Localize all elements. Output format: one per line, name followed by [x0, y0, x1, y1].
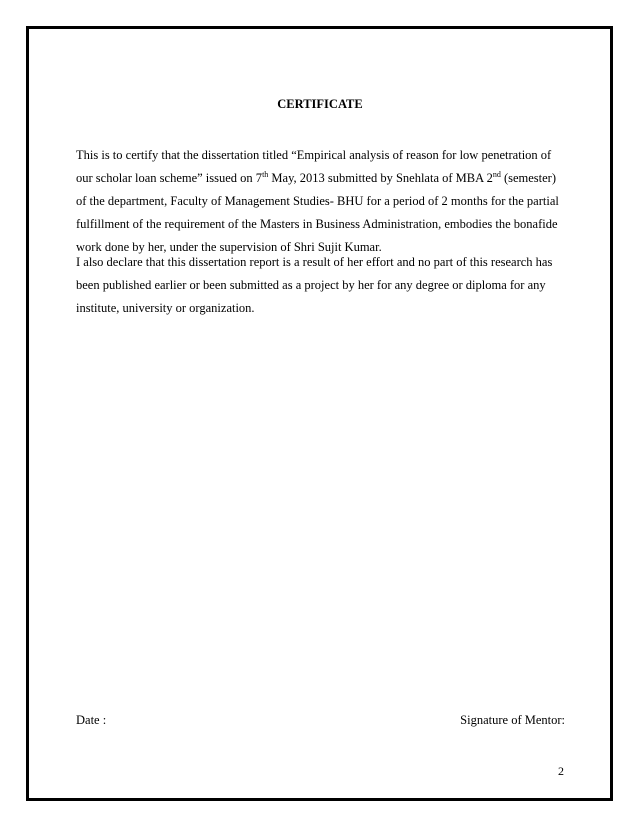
- certificate-title: CERTIFICATE: [277, 97, 363, 111]
- superscript-nd: nd: [492, 169, 501, 179]
- paragraph-line: This is to certify that the dissertation titled “Empirical analysis of reason for low penetration of: [76, 148, 552, 162]
- paragraph-line: of the department, Faculty of Management Studies- BHU for a period of 2 months for the partial: [76, 194, 559, 208]
- certification-paragraph: [76, 144, 571, 259]
- paragraph-line: work done by her, under the supervision of Shri Sujit Kumar.: [76, 240, 382, 254]
- paragraph-line: been published earlier or been submitted as a project by her for any degree or diploma for any: [76, 278, 546, 292]
- page-border: [26, 26, 613, 801]
- superscript-th: th: [262, 169, 269, 179]
- paragraph-line: fulfillment of the requirement of the Masters in Business Administration, embodies the bonafide: [76, 217, 558, 231]
- declaration-paragraph: [76, 251, 571, 320]
- paragraph-line: institute, university or organization.: [76, 301, 255, 315]
- paragraph-line: our scholar loan scheme” issued on 7th May, 2013 submitted by Snehlata of MBA 2nd (semester): [76, 169, 557, 185]
- paragraph-line: I also declare that this dissertation report is a result of her effort and no part of this research has: [76, 255, 553, 269]
- page-number: 2: [558, 764, 564, 778]
- signature-label: Signature of Mentor:: [460, 713, 565, 727]
- date-label: Date :: [76, 713, 107, 727]
